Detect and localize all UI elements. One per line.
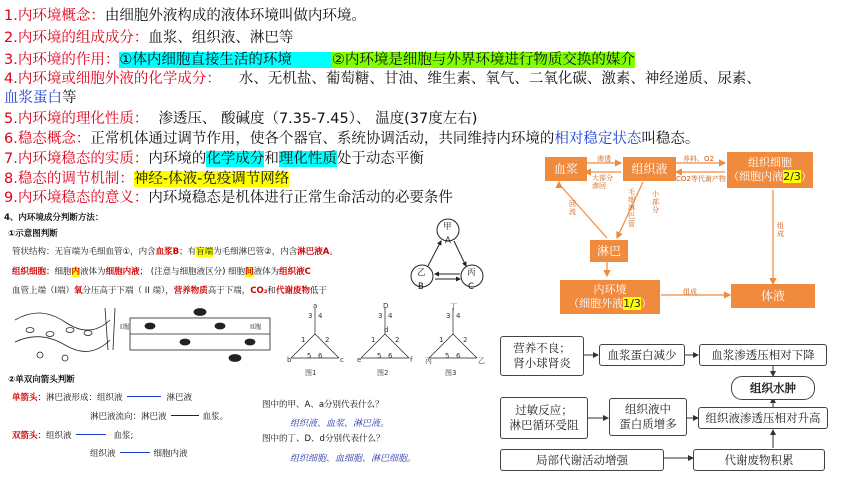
circle-bing-label: 丙 <box>467 268 476 278</box>
p2-label: 组织细胞： <box>12 267 55 277</box>
edema-plasma-osmotic-drop: 血浆渗透压相对下降 <box>699 344 827 366</box>
tri2-label-f: f <box>410 356 413 364</box>
flow-plasma: 血浆 <box>545 157 587 181</box>
double-1-text: 组织液 <box>46 431 72 441</box>
cause-malnutrition-text: 营养不良； <box>513 341 571 355</box>
tri3-label-2: 2 <box>463 336 468 344</box>
tri2-label-3: 3 <box>378 312 383 320</box>
point-4-text: 水、无机盐、葡萄糖、甘油、维生素、氧气、二氧化碳、激素、神经递质、尿素、 <box>238 71 761 87</box>
p1-end: 。 <box>329 247 338 257</box>
point-7-and: 和 <box>264 151 279 167</box>
tri3-label-3: 3 <box>446 312 451 320</box>
p3-nutrient: 营养物质 <box>173 286 208 296</box>
p3-co2: CO₂ <box>250 286 268 296</box>
flow-inner-close: ） <box>640 297 652 310</box>
flow-tissue-cell-sub <box>728 170 812 184</box>
p3-e: 低于 <box>309 286 327 296</box>
tri2-label-2: 2 <box>395 336 400 344</box>
tri2-label-e: e <box>357 356 362 364</box>
p2-c: ； (注意与细胞液区分) 细胞 <box>139 267 246 277</box>
circle-a-label: A <box>445 236 451 246</box>
edema-cause-metabolism: 局部代谢活动增强 <box>500 449 664 471</box>
point-7-label: 7.内环境稳态的实质： <box>4 151 149 167</box>
point-2 <box>4 29 293 48</box>
edema-waste-accumulation: 代谢废物积累 <box>693 449 825 471</box>
circle-yi-label: 乙 <box>417 268 426 278</box>
tri3-label-5: 5 <box>445 352 450 360</box>
point-5 <box>4 110 477 129</box>
tri1-label-1: 1 <box>301 336 306 344</box>
edema-cause-malnutrition <box>500 336 584 376</box>
tri2-label-6: 6 <box>388 352 393 360</box>
fig-1-caption: 图1 <box>305 369 317 377</box>
p2-a: 细胞 <box>54 267 72 277</box>
p2-tissue: 组织液C <box>279 267 311 277</box>
plasma-protein: 血浆蛋白 <box>4 90 62 106</box>
tri1-label-2: 2 <box>325 336 330 344</box>
tri3-label-ding: 丁 <box>450 303 457 311</box>
point-8-label: 8.稳态的调节机制： <box>4 171 134 187</box>
p3-waste: 代谢废物 <box>275 286 310 296</box>
p3-d: 和 <box>267 286 276 296</box>
double-2-target: 细胞内液 <box>153 449 188 459</box>
p1-blood: 血浆B <box>155 247 180 257</box>
tri2-label-5: 5 <box>377 352 382 360</box>
fig-2-caption: 图2 <box>377 369 389 377</box>
point-6-label: 6.稳态概念： <box>4 131 91 147</box>
point-5-text: 渗透压、 酸碱度（7.35-7.45）、 温度(37度左右) <box>158 111 478 127</box>
point-6-end: 叫稳态。 <box>641 131 700 147</box>
flow-inner-sub <box>568 297 652 311</box>
point-3 <box>4 51 635 70</box>
single-arrow-1 <box>12 393 192 404</box>
end-ii-label: II端 <box>250 323 262 331</box>
regulation-network: 神经-体液-免疫调节网络 <box>133 171 290 187</box>
capillary-fig-left <box>15 308 115 361</box>
question-1: 图中的甲、A、a分别代表什么？ <box>262 400 384 410</box>
p1-lymph: 淋巴液A <box>297 247 330 257</box>
arrow-backflow: 回 流 <box>569 200 576 216</box>
p1-c: 为毛细淋巴管②，内含 <box>213 247 298 257</box>
p3-a: 血管上端（I端） <box>12 286 75 296</box>
flow-inner-sub-text: （细胞外液 <box>568 297 624 310</box>
end-i-label: I端 <box>120 323 130 331</box>
point-1-label: 1.内环境概念： <box>4 8 105 24</box>
tri1-label-6: 6 <box>318 352 323 360</box>
point-1 <box>4 7 366 26</box>
edema-plasma-protein-decrease: 血浆蛋白减少 <box>599 344 685 366</box>
point-4-cont <box>4 89 77 108</box>
tri3-label-6: 6 <box>456 352 461 360</box>
p3-o2: 氧 <box>74 286 83 296</box>
point-7-text-c: 处于动态平衡 <box>336 151 424 167</box>
physicochemical-properties: 理化性质 <box>278 151 337 167</box>
cause-nephritis-text: 肾小球肾炎 <box>513 356 571 370</box>
point-3-label: 3.内环境的作用： <box>4 52 120 68</box>
single-1-target: 淋巴液 <box>166 393 193 403</box>
p2-cell: 细胞内液 <box>105 267 140 277</box>
arrow-compose-2: 组成 <box>683 288 697 296</box>
tri2-label-d: d <box>384 326 389 334</box>
p2-b: 液体为 <box>80 267 106 277</box>
tri3-label-yi: 乙 <box>478 357 485 365</box>
p3-c: 高于下端， <box>207 286 251 296</box>
flow-tissue-fluid: 组织液 <box>623 157 676 181</box>
edema-tissue-protein-increase <box>609 398 687 436</box>
cause-allergy-text: 过敏反应； <box>515 403 573 417</box>
point-6-text: 正常机体通过调节作用，使各个器官、系统协调活动，共同维持内环境的 <box>90 131 555 147</box>
capillary-figures <box>10 300 275 368</box>
double-arrow-label: 双箭头： <box>12 431 47 441</box>
point-7-text-a: 内环境的 <box>148 151 207 167</box>
tissue-protein-text-2: 蛋白质增多 <box>619 417 677 431</box>
double-1-target: 血浆; <box>113 431 134 441</box>
circle-b-label: B <box>418 282 424 292</box>
flow-internal-environment <box>560 280 660 314</box>
tri3-label-bing: 丙 <box>425 357 432 365</box>
p2-d: 液体为 <box>253 267 280 277</box>
p2-between: 间 <box>245 267 254 277</box>
p1-blind: 盲端 <box>196 247 214 257</box>
p2-in: 内 <box>71 267 81 277</box>
method-p3 <box>12 286 327 297</box>
arrow-lymph-capillary: 毛 细 淋 巴 管 <box>628 188 635 228</box>
flow-tissue-cell <box>727 152 813 188</box>
tri3-label-4: 4 <box>456 312 461 320</box>
arrow-seep: 渗透 <box>597 155 611 163</box>
circle-jia-label: 甲 <box>443 222 452 232</box>
capillary-fig-right <box>130 309 270 362</box>
arrow-most-return: 大部分 渗回 <box>592 174 613 190</box>
flow-lymph: 淋巴 <box>590 240 628 262</box>
tri2-label-d-top: D <box>383 302 389 310</box>
tissue-protein-text: 组织液中 <box>625 402 671 416</box>
cause-lymph-blocked-text: 淋巴循环受阻 <box>509 418 579 432</box>
tri1-label-3: 3 <box>308 312 313 320</box>
triangle-figures <box>285 304 485 366</box>
single-1-text: 淋巴液形成：组织液 <box>46 393 123 403</box>
point-6 <box>4 130 699 149</box>
circle-c-label: C <box>468 282 474 292</box>
method-sub-2: ②单双向箭头判断 <box>8 375 75 385</box>
point-2-label: 2.内环境的组成成分： <box>4 30 149 46</box>
edema-center: 组织水肿 <box>731 376 815 400</box>
point-9-text: 内环境稳态是机体进行正常生命活动的必要条件 <box>148 190 453 206</box>
tri2-label-1: 1 <box>371 336 376 344</box>
arrow-nutrients: 养料、O2 <box>683 155 714 163</box>
method-heading: 4、内环境成分判断方法： <box>4 213 104 223</box>
tri1-label-4: 4 <box>318 312 323 320</box>
flow-cell-sub-text: （细胞内液 <box>728 170 784 183</box>
flow-inner-ratio: 1/3 <box>623 297 641 310</box>
point-1-text: 由细胞外液构成的液体环境叫做内环境。 <box>104 8 366 24</box>
point-7 <box>4 150 424 169</box>
point-2-text: 血浆、组织液、淋巴等 <box>148 30 294 46</box>
double-arrow-1 <box>12 431 133 442</box>
method-p1 <box>12 247 338 258</box>
point-3-highlight-2: ②内环境是细胞与外界环境进行物质交换的媒介 <box>331 52 635 68</box>
single-2-text: 淋巴液流向：淋巴液 <box>90 412 167 422</box>
method-sub-1: ①示意图判断 <box>8 229 58 239</box>
p1-text: 管状结构：无盲端为毛细血管①，内含 <box>12 247 156 257</box>
edema-cause-allergy <box>500 397 588 439</box>
single-arrow-label: 单箭头： <box>12 393 47 403</box>
point-4-label: 4.内环境或细胞外液的化学成分： <box>4 71 221 87</box>
arrow-co2: CO2等代谢产物 <box>676 175 726 183</box>
point-4-end: 等 <box>62 90 77 106</box>
question-2: 图中的丁、D、d分别代表什么？ <box>262 434 385 444</box>
fig-3-caption: 图3 <box>445 369 457 377</box>
flow-tissue-cell-title: 组织细胞 <box>748 156 792 169</box>
tri1-label-a: a <box>313 302 318 310</box>
double-arrow-2 <box>90 449 188 460</box>
point-9 <box>4 189 453 208</box>
point-9-label: 9.内环境稳态的意义： <box>4 190 149 206</box>
arrow-compose-1: 组 成 <box>777 222 784 238</box>
flow-cell-close: ） <box>800 170 812 183</box>
flow-cell-ratio: 2/3 <box>783 170 801 183</box>
flow-body-fluid: 体液 <box>731 284 815 308</box>
edema-tissue-osmotic-rise: 组织液渗透压相对升高 <box>698 407 828 429</box>
answer-1: 组织液、血浆、淋巴液。 <box>290 419 390 429</box>
point-5-label: 5.内环境的理化性质： <box>4 111 149 127</box>
tri1-label-b: b <box>287 356 292 364</box>
p1-b: ；有 <box>179 247 197 257</box>
flow-inner-title: 内环境 <box>593 283 627 296</box>
double-2-text: 组织液 <box>90 449 116 459</box>
point-4 <box>4 70 761 89</box>
tri1-label-5: 5 <box>307 352 312 360</box>
method-p2 <box>12 267 311 278</box>
tri3-label-1: 1 <box>439 336 444 344</box>
answer-2: 组织细胞、血细胞、淋巴细胞。 <box>290 454 417 464</box>
single-2-target: 血浆。 <box>202 412 229 422</box>
single-arrow-2 <box>90 412 228 423</box>
tri2-label-4: 4 <box>388 312 393 320</box>
p3-b: 分压高于下端（ II 端）， <box>82 286 174 296</box>
chemical-composition: 化学成分 <box>206 151 265 167</box>
point-3-highlight-1: ①体内细胞直接生活的环境 <box>119 52 332 68</box>
tri1-label-c: c <box>340 356 344 364</box>
relative-stable-state: 相对稳定状态 <box>554 131 642 147</box>
point-8 <box>4 170 289 189</box>
arrow-small-part: 小 部 分 <box>652 190 659 214</box>
